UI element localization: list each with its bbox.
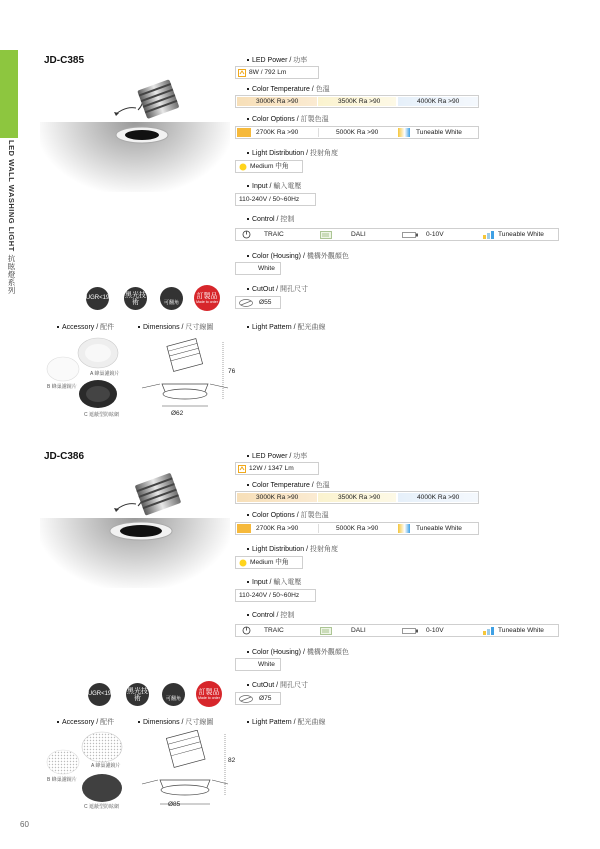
sidebar-title-zh: 抗眩燈系列 xyxy=(7,254,16,295)
swatch-white xyxy=(237,264,251,273)
control-dali: DALI xyxy=(351,231,366,238)
housing-value: White xyxy=(258,661,275,668)
accessory-a-caption: A 蜂巢濾鏡片 xyxy=(91,763,121,769)
power-value-box xyxy=(235,462,319,475)
input-value: 110-240V / 50~60Hz xyxy=(239,592,300,599)
downlight-trim-ring xyxy=(108,520,174,542)
page-number: 60 xyxy=(20,820,29,829)
control-box xyxy=(235,624,559,637)
option-tuneable: Tuneable White xyxy=(416,525,462,532)
custom-made-badge xyxy=(196,681,222,707)
model-title: JD-C385 xyxy=(44,55,85,66)
divider xyxy=(318,128,319,137)
label-color-options: Color Options / 訂製色溫 xyxy=(247,510,329,520)
input-value: 110-240V / 50~60Hz xyxy=(239,196,300,203)
option-2700k: 2700K Ra >90 xyxy=(256,129,299,136)
option-5000k: 5000K Ra >90 xyxy=(336,129,379,136)
control-tuneable: Tuneable White xyxy=(498,627,544,634)
label-color-temperature: Color Temperature / 色溫 xyxy=(247,84,330,94)
housing-box xyxy=(235,262,281,275)
dimension-height: 76 xyxy=(228,368,236,375)
dimension-drawing xyxy=(140,336,240,416)
temp-3000k: 3000K Ra >90 xyxy=(256,494,299,501)
dimension-width: Ø85 xyxy=(168,801,181,808)
label-housing: Color (Housing) / 機構外觀顏色 xyxy=(247,647,349,657)
input-box xyxy=(235,193,316,206)
accessory-c-caption: C 遮蔽型防眩網 xyxy=(84,412,120,418)
cutout-icon xyxy=(239,695,253,703)
temp-4000k: 4000K Ra >90 xyxy=(417,494,460,501)
accessory-b-image xyxy=(45,355,81,383)
power-icon xyxy=(238,69,246,77)
accessory-a-image xyxy=(76,336,120,370)
tilt-badge xyxy=(160,287,183,310)
label-color-options: Color Options / 訂製色溫 xyxy=(247,114,329,124)
tilt-badge-label: 可翻角 xyxy=(163,300,179,306)
label-accessory: Accessory / 配件 xyxy=(57,717,114,727)
slider-icon xyxy=(402,628,418,634)
downlight-trim-ring xyxy=(114,125,170,145)
sidebar-title xyxy=(3,140,17,294)
temp-3000k: 3000K Ra >90 xyxy=(256,98,299,105)
label-cutout: CutOut / 開孔尺寸 xyxy=(247,680,308,690)
sidebar-title-en: LED WALL WASHING LIGHT xyxy=(7,140,16,252)
control-0-10v: 0-10V xyxy=(426,231,444,238)
power-icon xyxy=(238,465,246,473)
accessory-a-image xyxy=(80,730,124,764)
color-options-box xyxy=(235,126,479,139)
control-traic: TRAIC xyxy=(264,231,284,238)
label-accessory: Accessory / 配件 xyxy=(57,322,114,332)
distribution-value: Medium 中角 xyxy=(250,559,289,566)
distribution-box xyxy=(235,160,303,173)
swatch-2700k xyxy=(237,524,251,533)
label-cutout: CutOut / 開孔尺寸 xyxy=(247,284,308,294)
label-color-temperature: Color Temperature / 色溫 xyxy=(247,480,330,490)
housing-value: White xyxy=(258,265,275,272)
input-box xyxy=(235,589,316,602)
label-dimensions: Dimensions / 尺寸線圖 xyxy=(138,717,213,727)
distribution-box xyxy=(235,556,303,569)
model-title: JD-C386 xyxy=(44,451,85,462)
cutout-box xyxy=(235,296,281,309)
temp-4000k: 4000K Ra >90 xyxy=(417,98,460,105)
accessory-c-caption: C 遮蔽型防眩網 xyxy=(84,804,120,810)
label-control: Control / 控制 xyxy=(247,610,294,620)
accessory-b-image xyxy=(45,748,81,776)
swatch-white xyxy=(237,660,251,669)
custom-made-sublabel: Made to order xyxy=(198,695,220,700)
ugr-badge: UGR<19 xyxy=(88,683,111,706)
distribution-value: Medium 中角 xyxy=(250,163,289,170)
option-tuneable: Tuneable White xyxy=(416,129,462,136)
sun-icon xyxy=(239,559,247,567)
tuneable-icon xyxy=(483,231,495,239)
label-input: Input / 輸入電壓 xyxy=(247,181,301,191)
custom-made-badge xyxy=(194,285,220,311)
tilt-badge-label: 可翻角 xyxy=(165,696,181,702)
label-control: Control / 控制 xyxy=(247,214,294,224)
control-box xyxy=(235,228,559,241)
label-dimensions: Dimensions / 尺寸線圖 xyxy=(138,322,213,332)
control-traic: TRAIC xyxy=(264,627,284,634)
swatch-2700k xyxy=(237,128,251,137)
accessory-b-caption: B 蜂巢濾鏡片 xyxy=(47,384,77,390)
color-options-box xyxy=(235,522,479,535)
sun-icon xyxy=(239,163,247,171)
control-dali: DALI xyxy=(351,627,366,634)
dimension-height: 82 xyxy=(228,757,236,764)
custom-made-sublabel: Made to order xyxy=(196,299,218,304)
color-temperature-box xyxy=(235,95,479,108)
label-light-pattern: Light Pattern / 配光曲線 xyxy=(247,322,326,332)
option-5000k: 5000K Ra >90 xyxy=(336,525,379,532)
accessory-b-caption: B 蜂巢濾鏡片 xyxy=(47,777,77,783)
accessory-c-image xyxy=(80,772,124,804)
color-temperature-box xyxy=(235,491,479,504)
slider-icon xyxy=(402,232,418,238)
temp-3500k: 3500K Ra >90 xyxy=(338,98,381,105)
option-2700k: 2700K Ra >90 xyxy=(256,525,299,532)
label-led-power: LED Power / 功率 xyxy=(247,55,307,65)
label-light-pattern: Light Pattern / 配光曲線 xyxy=(247,717,326,727)
control-0-10v: 0-10V xyxy=(426,627,444,634)
sidebar-accent-bar xyxy=(0,50,18,138)
dali-icon xyxy=(320,231,332,239)
label-input: Input / 輸入電壓 xyxy=(247,577,301,587)
cutout-icon xyxy=(239,299,253,307)
cutout-value: Ø75 xyxy=(259,695,272,702)
ugr-badge: UGR<19 xyxy=(86,287,109,310)
dali-icon xyxy=(320,627,332,635)
black-light-badge: 黑光技術 xyxy=(126,683,149,706)
power-value: 12W / 1347 Lm xyxy=(249,465,294,472)
power-value-box xyxy=(235,66,319,79)
label-led-power: LED Power / 功率 xyxy=(247,451,307,461)
swatch-tuneable xyxy=(398,128,410,137)
custom-made-label: 訂製品 xyxy=(196,292,218,300)
control-tuneable: Tuneable White xyxy=(498,231,544,238)
dimmer-knob-icon xyxy=(242,230,251,239)
housing-box xyxy=(235,658,281,671)
divider xyxy=(318,524,319,533)
temp-3500k: 3500K Ra >90 xyxy=(338,494,381,501)
custom-made-label: 訂製品 xyxy=(198,688,220,696)
label-light-distribution: Light Distribution / 投射角度 xyxy=(247,148,338,158)
cutout-value: Ø55 xyxy=(259,299,272,306)
accessory-c-image xyxy=(77,378,119,410)
tuneable-icon xyxy=(483,627,495,635)
dimmer-knob-icon xyxy=(242,626,251,635)
cutout-box xyxy=(235,692,281,705)
black-light-badge: 黑光技術 xyxy=(124,287,147,310)
label-light-distribution: Light Distribution / 投射角度 xyxy=(247,544,338,554)
dimension-drawing xyxy=(140,730,240,814)
power-value: 8W / 792 Lm xyxy=(249,69,287,76)
accessory-a-caption: A 蜂巢濾鏡片 xyxy=(90,371,120,377)
label-housing: Color (Housing) / 機構外觀顏色 xyxy=(247,251,349,261)
tilt-badge xyxy=(162,683,185,706)
swatch-tuneable xyxy=(398,524,410,533)
dimension-width: Ø62 xyxy=(171,410,184,417)
